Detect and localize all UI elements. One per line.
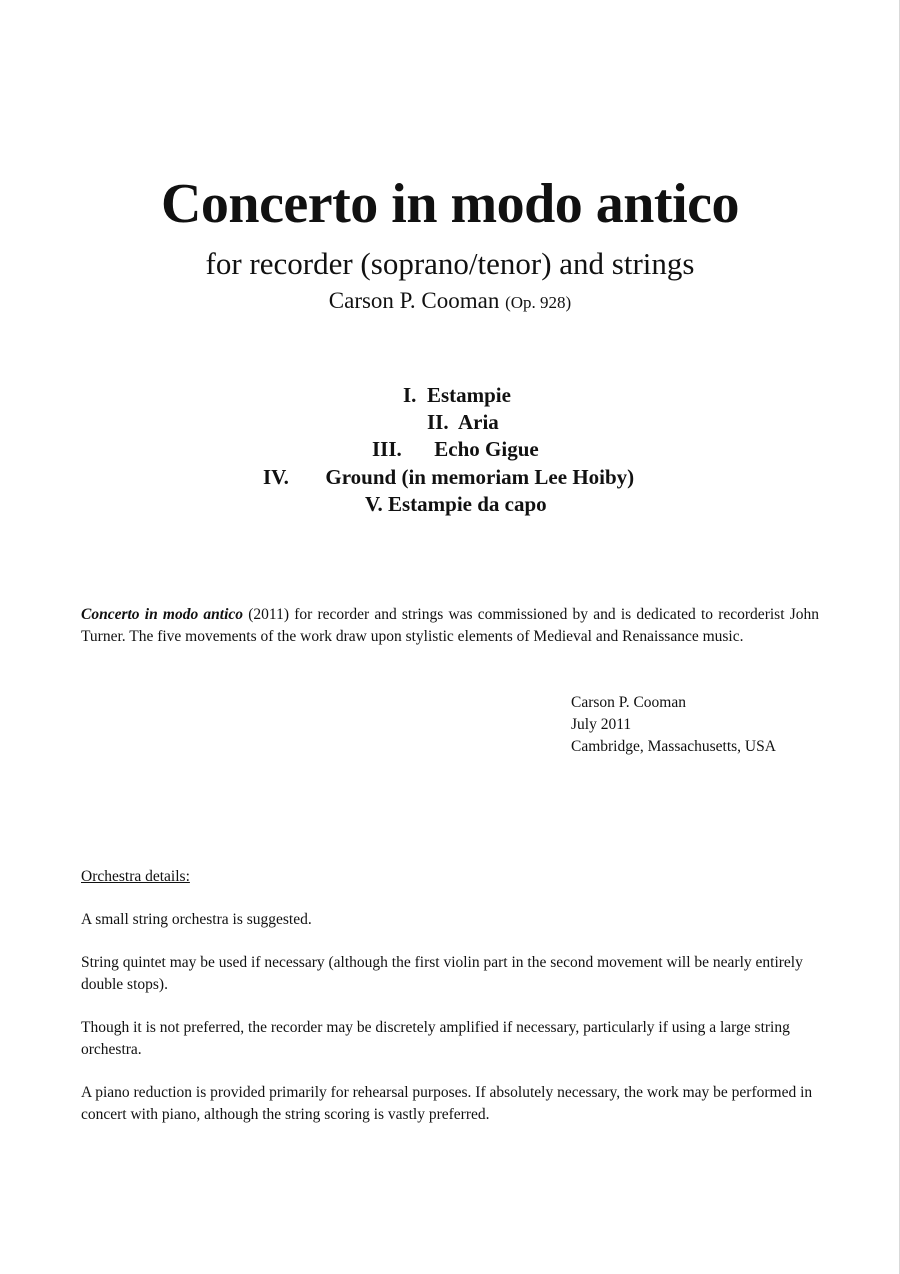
movement-name: Ground (in memoriam Lee Hoiby): [325, 465, 635, 489]
movement-number: II.: [427, 410, 449, 434]
movement-name: Echo Gigue: [434, 437, 539, 461]
page-title: Concerto in modo antico: [160, 173, 739, 235]
movement-number: I.: [403, 383, 417, 407]
signature-name: Carson P. Cooman: [571, 694, 686, 711]
movement-item: [427, 410, 499, 435]
movement-item: [372, 437, 539, 462]
movement-number: III.: [372, 437, 402, 461]
program-note-text: (2011) for recorder and strings was commissioned by and is dedicated to recorderist John Turner. The five movements of the work draw upon stylistic elements of Medieval and Renaissance music.: [81, 606, 819, 645]
orchestra-paragraph: Though it is not preferred, the recorder may be discretely amplified if necessary, particularly if using a large string orchestra.: [81, 1019, 790, 1058]
signature-place: Cambridge, Massachusetts, USA: [571, 738, 776, 755]
orchestra-paragraph: A small string orchestra is suggested.: [81, 911, 312, 928]
signature-block: [571, 692, 776, 758]
orchestra-details: [81, 866, 821, 1147]
orchestra-heading: Orchestra details:: [81, 868, 190, 885]
signature-date: July 2011: [571, 716, 632, 733]
movement-item: [365, 492, 547, 517]
opus-number: (Op. 928): [505, 293, 572, 312]
program-note: [81, 604, 819, 648]
orchestra-paragraph: String quintet may be used if necessary (although the first violin part in the second movement will be nearly entirely double stops).: [81, 954, 803, 993]
subtitle: for recorder (soprano/tenor) and strings: [205, 246, 695, 281]
movement-item: [403, 383, 511, 408]
movement-name: Estampie: [426, 383, 511, 407]
movement-number: IV.: [263, 465, 289, 489]
composer-line: [0, 288, 900, 314]
movement-number: V.: [365, 492, 383, 516]
movement-item: [263, 465, 634, 490]
work-title-italic: Concerto in modo antico: [81, 606, 244, 623]
orchestra-paragraph: A piano reduction is provided primarily for rehearsal purposes. If absolutely necessary, the work may be performed in concert with piano, although the string scoring is vastly preferred.: [81, 1084, 813, 1123]
movement-name: Aria: [457, 410, 499, 434]
movement-name: Estampie da capo: [387, 492, 547, 516]
composer-name: Carson P. Cooman: [328, 288, 500, 313]
